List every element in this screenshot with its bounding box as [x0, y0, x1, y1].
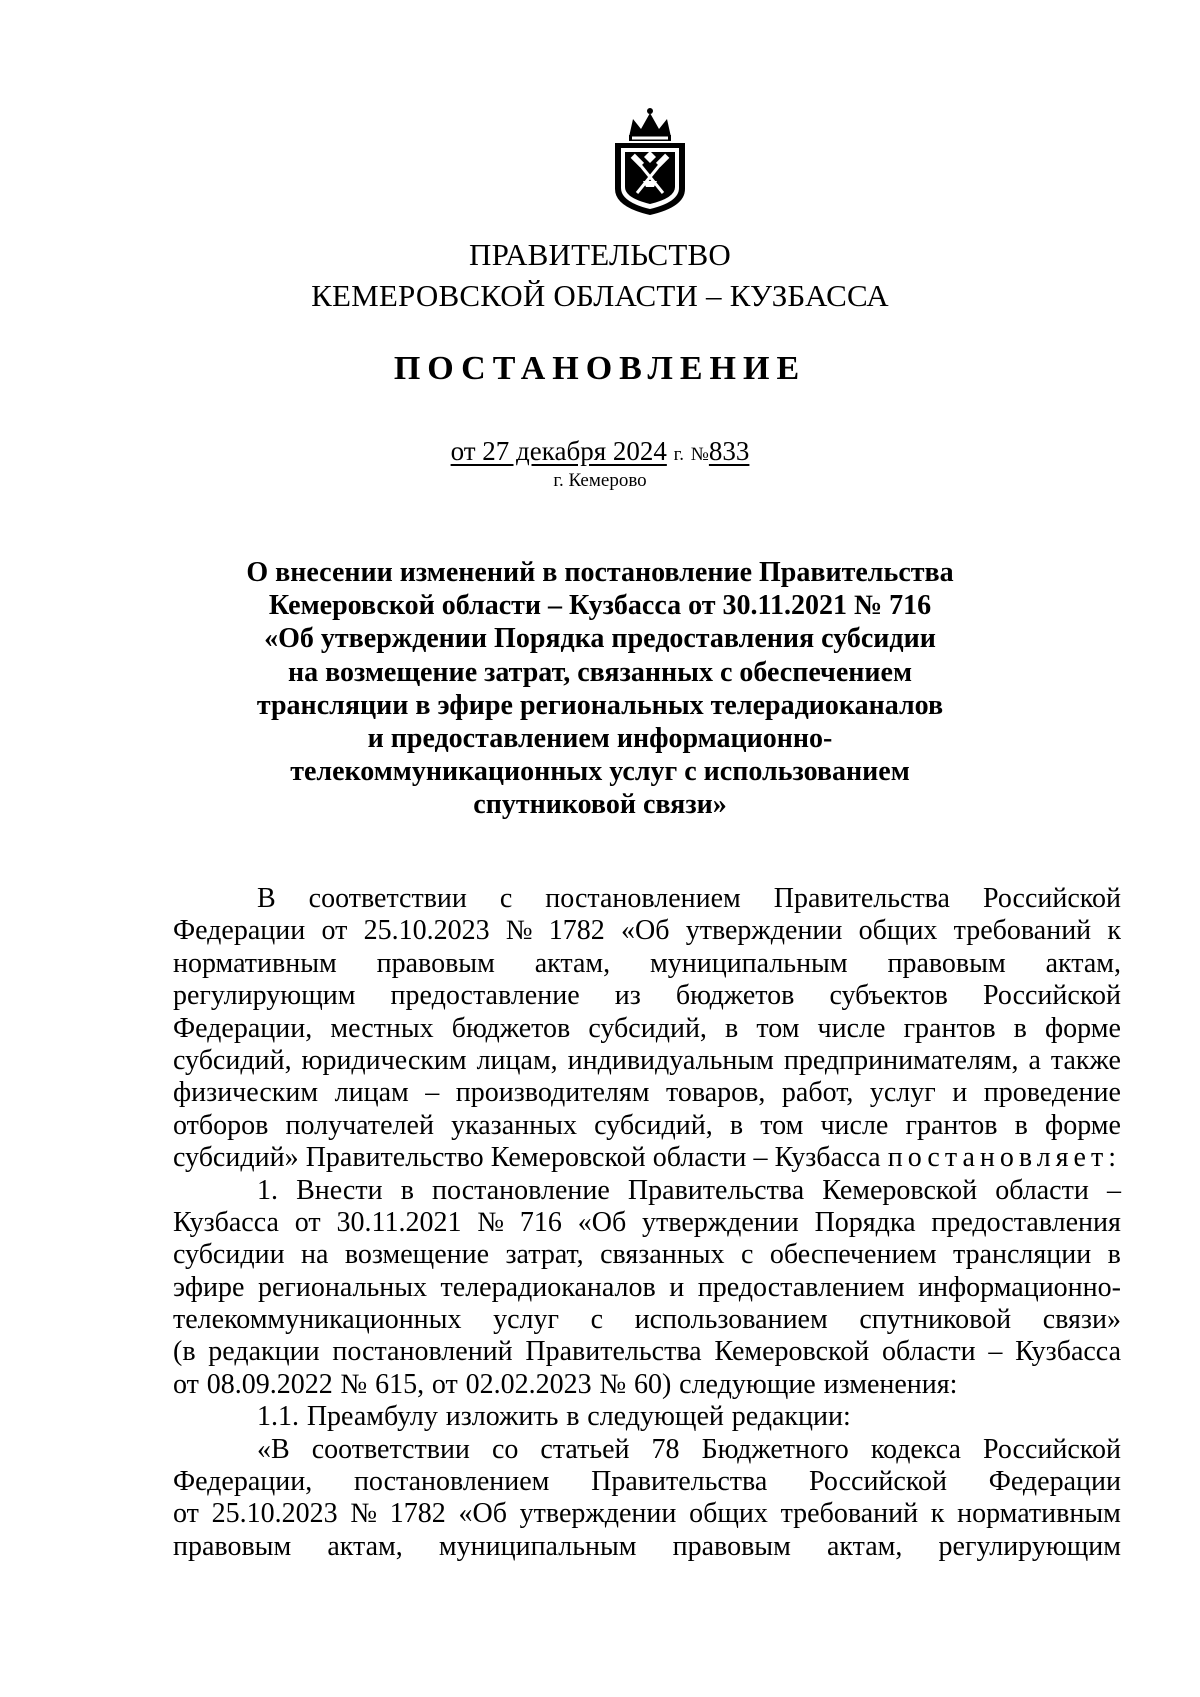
body-word: с: [499, 883, 513, 914]
body-word: отборов: [173, 1109, 269, 1141]
body-word: изложить: [445, 1401, 559, 1433]
date-number-line: [0, 436, 1200, 470]
body-line: [173, 1498, 1121, 1530]
body-word: редакции: [208, 1336, 320, 1368]
body-word: Правительство: [305, 1142, 484, 1174]
body-word: к: [1107, 915, 1121, 947]
body-word: индивидуальным: [567, 1044, 774, 1076]
body-word: субсидий»: [173, 1142, 299, 1174]
body-word: в: [1013, 1012, 1027, 1044]
body-line: [173, 1369, 1121, 1401]
body-word: эфире: [173, 1271, 245, 1303]
body-word: трансляции: [953, 1239, 1092, 1271]
body-word: 30.11.2021: [336, 1206, 462, 1238]
body-word: и: [952, 1077, 968, 1109]
document-city: г. Кемерово: [553, 470, 647, 491]
body-word: 1.: [257, 1174, 278, 1206]
body-word: в: [400, 1174, 414, 1206]
body-word: постановлением: [353, 1466, 550, 1498]
body-word: –: [753, 1142, 768, 1174]
body-word: постановление: [432, 1174, 610, 1206]
body-word: проведение: [983, 1077, 1121, 1109]
body-word: от: [294, 1206, 321, 1238]
body-word: Правительства: [591, 1466, 768, 1498]
body-line: [173, 1045, 1121, 1077]
body-word: в: [1014, 1109, 1028, 1141]
body-word: от: [321, 915, 348, 947]
body-word: региональных: [257, 1271, 428, 1303]
body-word: актам,: [534, 947, 611, 979]
body-word: Порядка: [814, 1206, 916, 1238]
body-word: местных: [330, 1012, 434, 1044]
body-word: 25.10.2023: [363, 915, 490, 947]
body-word: предоставлением: [697, 1271, 905, 1303]
body-word: в: [566, 1401, 580, 1433]
body-word: Российской: [983, 980, 1121, 1012]
body-word: услуг: [869, 1077, 936, 1109]
body-word: актам,: [827, 1530, 903, 1562]
org-name-line-2: КЕМЕРОВСКОЙ ОБЛАСТИ – КУЗБАССА: [311, 278, 889, 313]
body-line: [173, 1077, 1121, 1109]
body-word: 615,: [375, 1368, 425, 1400]
body-word: статьей: [540, 1433, 630, 1465]
body-line: [173, 915, 1121, 947]
year-suffix: г.: [673, 444, 685, 465]
body-word: редакции:: [731, 1401, 851, 1433]
body-word: том: [760, 1109, 804, 1141]
document-date: от 27 декабря 2024: [450, 436, 667, 466]
body-word: телекоммуникационных: [173, 1304, 462, 1336]
body-word: требований: [780, 1498, 919, 1530]
body-word: нормативным: [173, 947, 337, 979]
body-word: получателей: [285, 1109, 434, 1141]
body-word: постановлений: [332, 1336, 513, 1368]
body-word: актам,: [1045, 947, 1121, 979]
title-line: телекоммуникационных услуг с использованием: [290, 756, 910, 788]
body-word: спутниковой: [859, 1304, 1012, 1336]
body-line: [173, 1466, 1121, 1498]
org-name-line-1: ПРАВИТЕЛЬСТВО: [469, 237, 731, 272]
body-word: нормативным: [957, 1498, 1121, 1530]
body-word: и: [669, 1271, 685, 1303]
body-word: регулирующим: [938, 1530, 1121, 1562]
body-line: [173, 948, 1121, 980]
body-word: предоставление: [390, 980, 580, 1012]
body-word: том: [756, 1012, 800, 1044]
body-word: Кузбасса: [1015, 1336, 1121, 1368]
body-word: в: [725, 1012, 739, 1044]
body-word: субсидий,: [594, 1109, 713, 1141]
body-word: из: [614, 980, 641, 1012]
body-word: области: [995, 1174, 1089, 1206]
body-word: утверждении: [642, 1206, 799, 1238]
body-word: Федерации: [173, 915, 306, 947]
document-title: [0, 556, 1200, 822]
body-word: субсидий,: [173, 1044, 292, 1076]
body-word: 1782: [389, 1498, 446, 1530]
body-word: также: [1050, 1044, 1121, 1076]
body-word: правовым: [376, 947, 495, 979]
body-word: затрат,: [505, 1239, 584, 1271]
body-word: В: [257, 883, 276, 914]
body-word: области: [652, 1142, 747, 1174]
body-word: –: [988, 1336, 1003, 1368]
body-word: производителям: [455, 1077, 650, 1109]
body-word: грантов: [903, 1012, 996, 1044]
body-word: –: [1106, 1174, 1121, 1206]
body-line: [173, 1013, 1121, 1045]
body-word: №: [477, 1206, 505, 1238]
body-word: а: [1028, 1044, 1041, 1076]
body-word: числе: [817, 1012, 886, 1044]
body-word: 25.10.2023: [211, 1498, 338, 1530]
body-word: Бюджетного: [701, 1433, 849, 1465]
coat-of-arms-icon: [607, 107, 693, 217]
body-word: физическим: [173, 1077, 319, 1109]
body-word: постановлением: [545, 883, 741, 914]
body-word: обеспечением: [769, 1239, 937, 1271]
body-word: 60): [633, 1368, 672, 1400]
body-word: к: [930, 1498, 945, 1530]
body-word: форме: [1045, 1012, 1121, 1044]
body-word: Федерации: [988, 1466, 1121, 1498]
body-word: субсидий,: [588, 1012, 707, 1044]
body-word: лицам: [334, 1077, 409, 1109]
body-word: лицам,: [476, 1044, 558, 1076]
body-word: Правительства: [627, 1174, 805, 1206]
body-word: Кузбасса: [774, 1142, 881, 1174]
body-word: указанных: [451, 1109, 577, 1141]
body-word: муниципальным: [650, 947, 848, 979]
title-line: О внесении изменений в постановление Правительства: [246, 557, 954, 588]
title-line: на возмещение затрат, связанных с обеспечением: [287, 656, 913, 688]
body-word: Преамбулу: [306, 1401, 438, 1433]
body-word: 02.02.2023: [465, 1368, 592, 1400]
body-word: грантов: [905, 1109, 998, 1141]
body-word: субъектов: [829, 980, 948, 1012]
body-word: утверждении: [519, 1498, 677, 1530]
document-number: 833: [708, 436, 750, 466]
body-word: «Об: [577, 1206, 627, 1238]
body-word: от: [173, 1498, 199, 1530]
body-line: [173, 1110, 1121, 1142]
body-word: №: [505, 915, 533, 947]
title-line: спутниковой связи»: [473, 789, 727, 821]
body-word: «В: [257, 1433, 290, 1465]
body-word: с: [740, 1239, 754, 1271]
body-word: муниципальным: [438, 1530, 637, 1562]
body-word: требований: [953, 915, 1092, 947]
body-word: Федерации,: [173, 1012, 313, 1044]
body-word: 1782: [548, 915, 605, 947]
body-word: общих: [689, 1498, 768, 1530]
body-word: в: [1107, 1239, 1121, 1271]
body-word: правовым: [887, 947, 1006, 979]
body-word: актам,: [327, 1530, 403, 1562]
body-word: бюджетов: [451, 1012, 571, 1044]
body-word: числе: [820, 1109, 889, 1141]
body-line: [173, 883, 1121, 915]
body-line: [173, 1434, 1121, 1466]
body-line: [173, 1142, 1121, 1174]
body-word: Кемеровской: [822, 1174, 978, 1206]
body-line: [173, 1272, 1121, 1304]
body-word: Правительства: [525, 1336, 702, 1368]
body-word: №: [340, 1368, 368, 1400]
body-word: со: [491, 1433, 519, 1465]
body-word: форме: [1045, 1109, 1121, 1141]
body-word: 78: [651, 1433, 680, 1465]
body-word: 1.1.: [257, 1401, 299, 1433]
body-line: [173, 1401, 1121, 1433]
body-word: Федерации,: [173, 1466, 313, 1498]
title-line: и предоставлением информационно-: [367, 723, 833, 755]
body-word: услуг: [493, 1304, 559, 1336]
body-word: –: [425, 1077, 440, 1109]
body-word: Российской: [982, 1433, 1121, 1465]
body-word: с: [590, 1304, 604, 1336]
body-word: Российской: [809, 1466, 948, 1498]
body-word: от: [431, 1368, 458, 1400]
body-word: Внести: [296, 1174, 383, 1206]
body-word: области: [881, 1336, 976, 1368]
body-word: телерадиоканалов: [440, 1271, 656, 1303]
body-word: Правительства: [773, 883, 950, 914]
title-line: трансляции в эфире региональных телерадиоканалов: [256, 689, 944, 721]
body-word: 08.09.2022: [206, 1368, 333, 1400]
body-line: [173, 1207, 1121, 1239]
body-word: от: [173, 1368, 199, 1400]
body-word: возмещение: [344, 1239, 490, 1271]
number-sign: №: [690, 444, 709, 465]
body-word: Кузбасса: [173, 1206, 279, 1238]
body-word: следующей: [587, 1401, 724, 1433]
title-line: «Об утверждении Порядка предоставления субсидии: [264, 623, 936, 655]
body-word: регулирующим: [173, 980, 356, 1012]
body-word: товаров,: [666, 1077, 766, 1109]
body-word: «Об: [621, 915, 670, 947]
emphasized-word: постановляет:: [887, 1142, 1121, 1174]
document-type: ПОСТАНОВЛЕНИЕ: [393, 350, 807, 387]
body-line: [173, 1531, 1121, 1563]
body-word: связанных: [600, 1239, 725, 1271]
body-word: в: [729, 1109, 744, 1141]
body-word: кодекса: [870, 1433, 961, 1465]
body-word: на: [300, 1239, 329, 1271]
body-word: (в: [173, 1336, 196, 1368]
body-word: №: [350, 1498, 378, 1530]
body-word: использованием: [634, 1304, 828, 1336]
body-word: юридическим: [301, 1044, 467, 1076]
body-word: Российской: [982, 883, 1121, 914]
body-word: правовым: [173, 1530, 292, 1562]
title-line: Кемеровской области – Кузбасса от 30.11.2021 № 716: [268, 590, 932, 622]
body-word: соответствии: [311, 1433, 470, 1465]
body-word: работ,: [781, 1077, 854, 1109]
body-word: изменения:: [823, 1368, 958, 1400]
body-word: Кемеровской: [714, 1336, 870, 1368]
body-word: предоставления: [931, 1206, 1121, 1238]
body-word: связи»: [1042, 1304, 1121, 1336]
document-body: [173, 883, 1121, 1563]
body-word: №: [599, 1368, 627, 1400]
body-word: общих: [858, 915, 938, 947]
body-word: утверждении: [685, 915, 843, 947]
body-word: соответствии: [308, 883, 467, 914]
body-word: 716: [519, 1206, 562, 1238]
body-line: [173, 1336, 1121, 1368]
body-word: правовым: [672, 1530, 791, 1562]
body-word: Кемеровской: [490, 1142, 646, 1174]
body-word: предпринимателям,: [783, 1044, 1019, 1076]
body-line: [173, 1175, 1121, 1207]
body-line: [173, 1304, 1121, 1336]
body-word: «Об: [458, 1498, 507, 1530]
body-word: субсидии: [173, 1239, 285, 1271]
body-word: следующие: [679, 1368, 816, 1400]
body-word: информационно-: [918, 1271, 1121, 1303]
body-line: [173, 1239, 1121, 1271]
body-word: бюджетов: [675, 980, 795, 1012]
body-line: [173, 980, 1121, 1012]
